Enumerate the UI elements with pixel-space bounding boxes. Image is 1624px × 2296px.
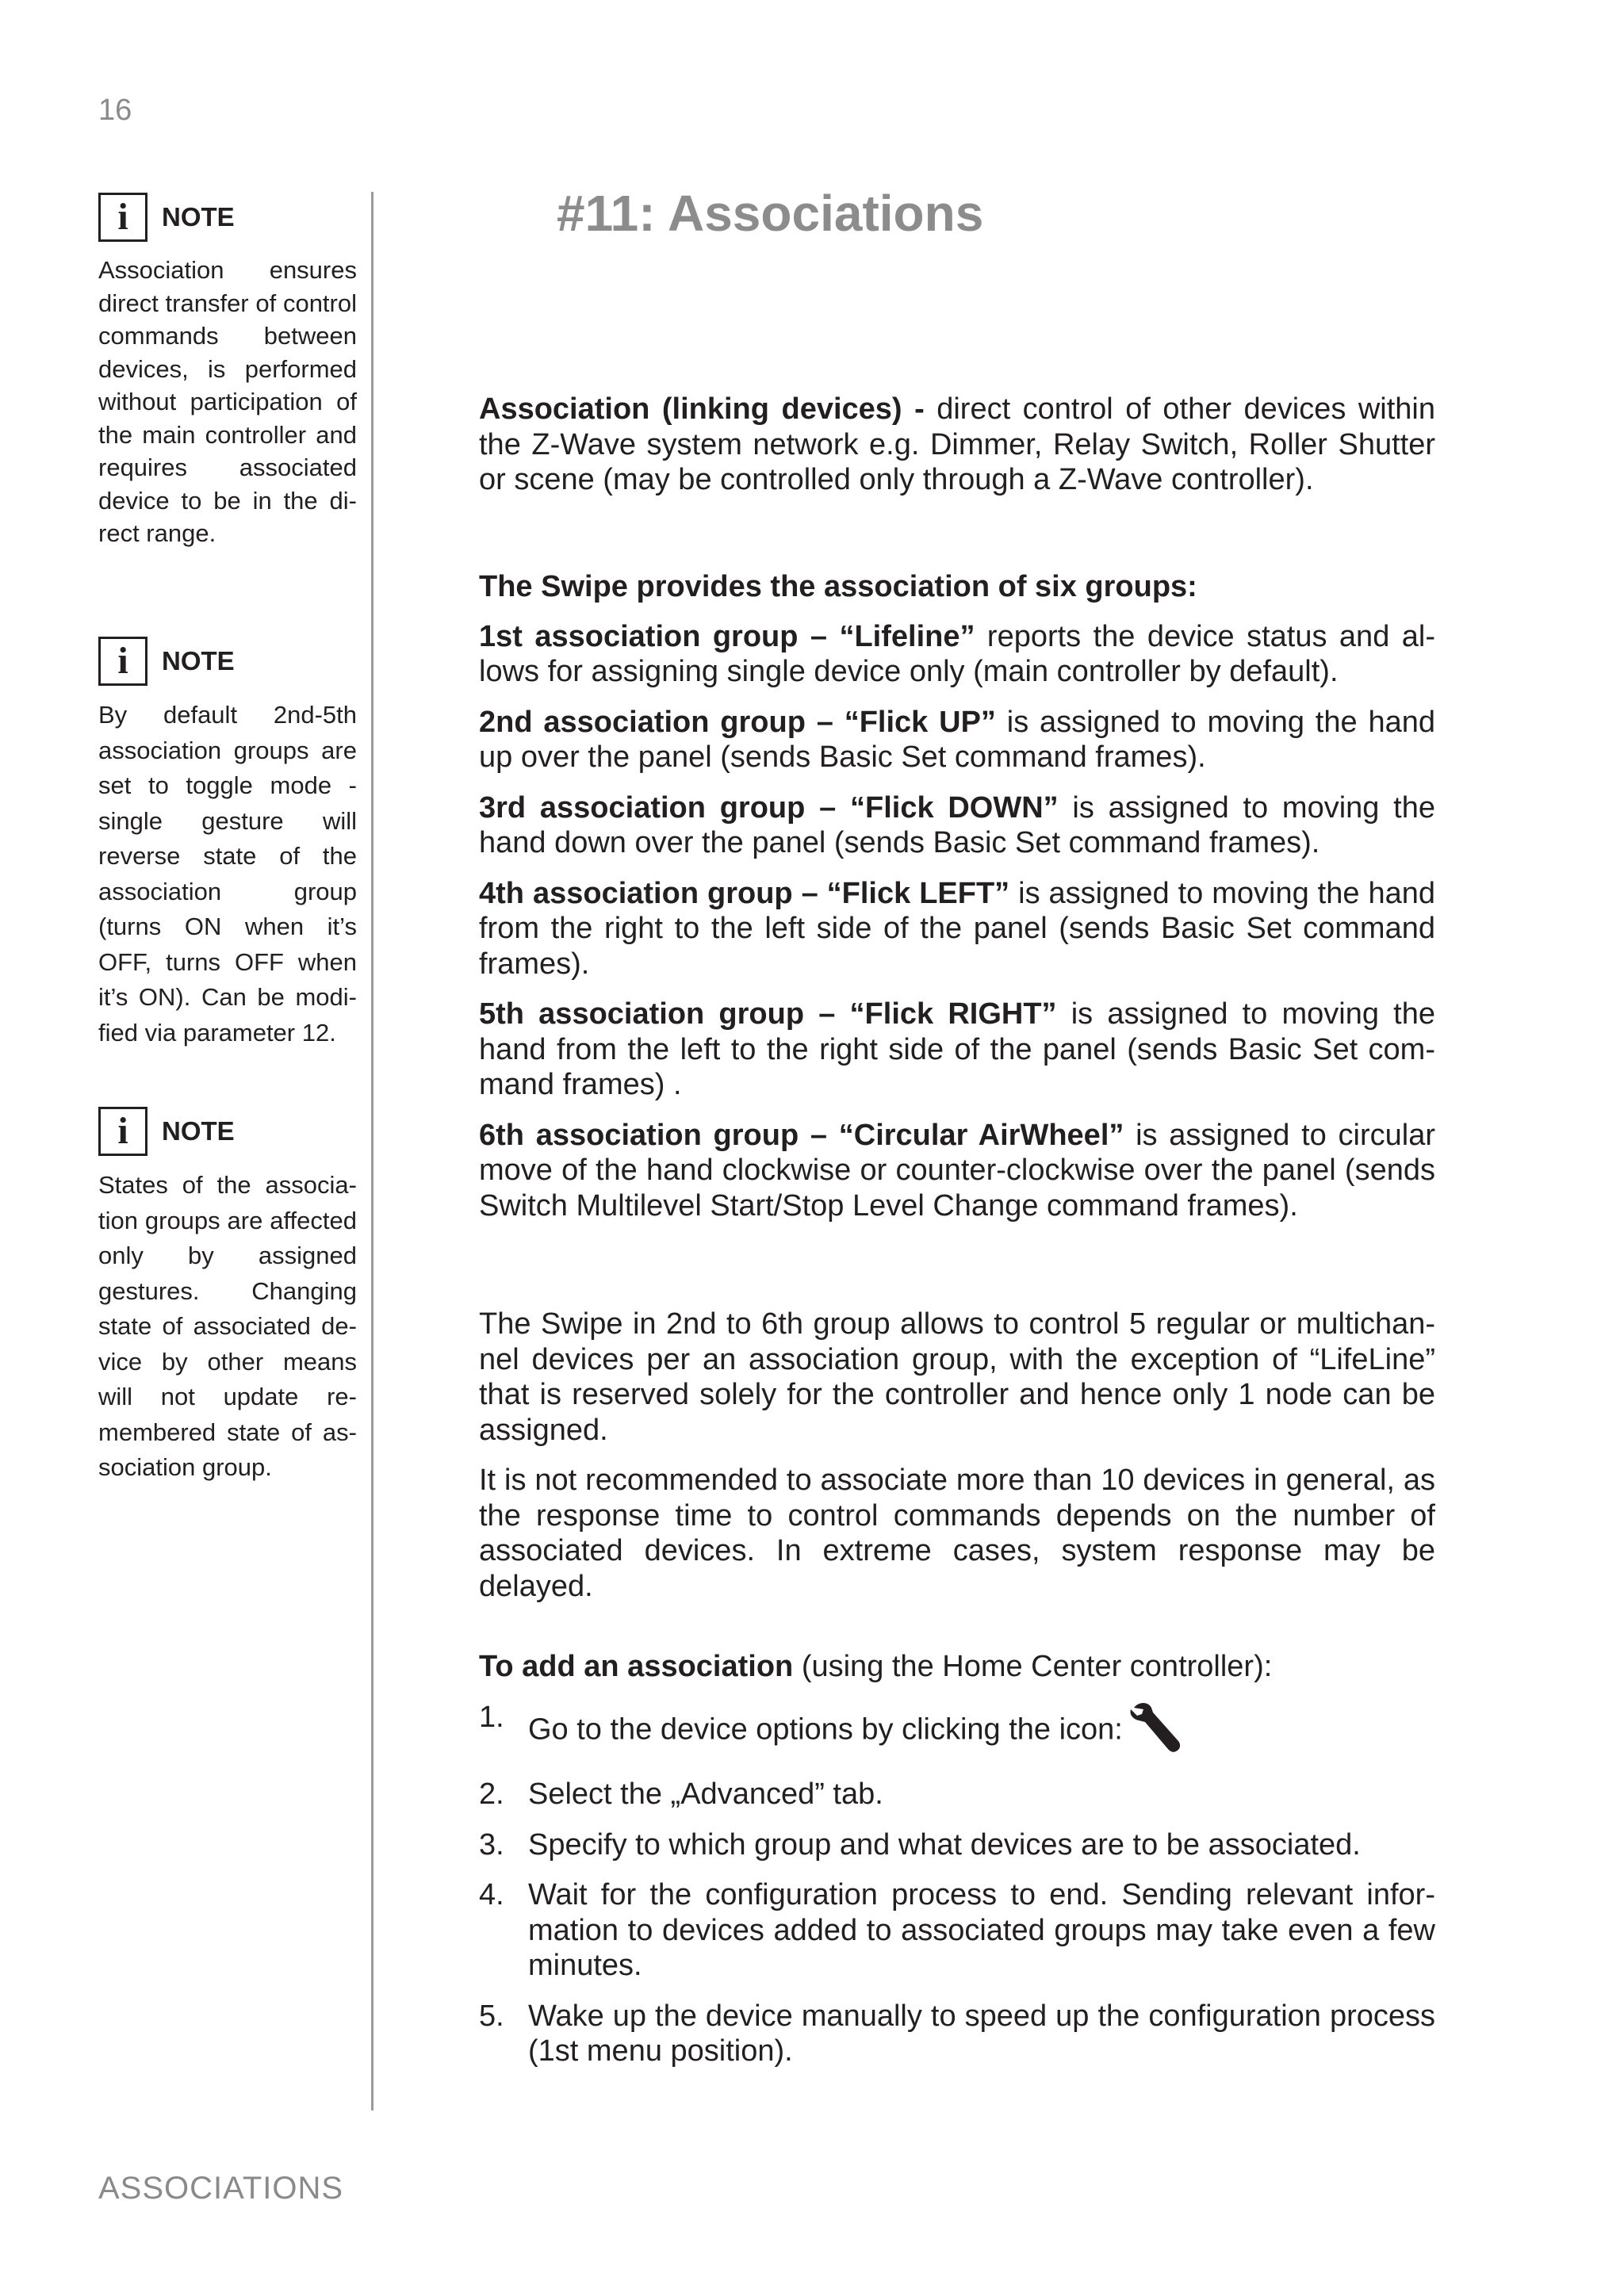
note-box — [98, 190, 357, 550]
group-name: 2nd association group – “Flick UP” — [479, 705, 996, 739]
groups-section — [479, 569, 1435, 1238]
note-header — [98, 634, 357, 688]
step-text: Go to the device options by clicking the icon: — [528, 1712, 1123, 1746]
group-description: is assigned to moving the hand up over the panel (sends Basic Set command frames). — [479, 705, 1435, 774]
intro-paragraph — [479, 392, 1435, 513]
step-number: 5. — [479, 1999, 504, 2033]
group-name: 5th association group – “Flick RIGHT” — [479, 997, 1057, 1031]
wrench-icon — [1128, 1700, 1186, 1762]
group-name: 3rd association group – “Flick DOWN” — [479, 790, 1059, 825]
howto-subheading: (using the Home Center controller): — [793, 1650, 1273, 1683]
step-number: 2. — [479, 1777, 504, 1811]
steps-list — [479, 1700, 1435, 2069]
info-icon: i — [98, 637, 147, 686]
limits-paragraph: It is not recommended to associate more than 10 devices in general, as the response time to control commands depends on the number of associated devices. In extreme cases, system response may be delayed. — [479, 1464, 1435, 1603]
list-item — [479, 1877, 1435, 1984]
note-text: Association ensures direct transfer of control commands between devices, is performed without participation of the main controller and requires associated device to be in the direct range. — [98, 256, 357, 547]
group-item — [479, 1118, 1435, 1224]
group-item — [479, 790, 1435, 861]
group-item — [479, 876, 1435, 982]
group-description: is assigned to moving the hand from the right to the left side of the panel (sends Basic Set command frames). — [479, 876, 1435, 981]
list-item — [479, 1700, 1435, 1762]
note-header — [98, 1104, 357, 1158]
intro-definition: direct control of other devices within the Z-Wave system network e.g. Dimmer, Relay Switch, Roller Shutter or scene (may be controlled only through a Z-Wave controller). — [479, 392, 1436, 496]
howto-section — [479, 1649, 1435, 2084]
page-number: 16 — [98, 94, 132, 127]
note-title: NOTE — [162, 202, 235, 232]
note-box — [98, 634, 357, 1050]
group-description: is assigned to moving the hand down over the panel (sends Basic Set command frames). — [479, 790, 1435, 859]
step-number: 4. — [479, 1878, 504, 1911]
step-text: Specify to which group and what devices are to be associated. — [528, 1827, 1361, 1862]
intro-term: Association (linking devices) - — [479, 392, 925, 426]
note-box — [98, 1104, 357, 1486]
group-name: 1st association group – “Lifeline” — [479, 619, 975, 653]
howto-heading: To add an association — [479, 1650, 794, 1683]
note-text: States of the association groups are affected only by assigned gestures. Changing state of associated device by other means will not update remembered state of association group. — [98, 1171, 357, 1481]
groups-heading: The Swipe provides the association of six groups: — [479, 570, 1197, 603]
list-item — [479, 1777, 1435, 1812]
group-description: is assigned to moving the hand from the left to the right side of the panel (sends Basic Set command frames) . — [479, 997, 1435, 1101]
group-item — [479, 705, 1435, 775]
page-title: #11: Associations — [557, 185, 984, 242]
group-item — [479, 619, 1435, 690]
step-text: Wake up the device manually to speed up the configuration process (1st menu position). — [528, 1999, 1435, 2068]
info-icon: i — [98, 193, 147, 242]
step-text: Wait for the configuration process to end. Sending relevant information to devices added to associated groups may take even a few minutes. — [528, 1878, 1435, 1982]
note-title: NOTE — [162, 1116, 235, 1146]
info-icon: i — [98, 1107, 147, 1156]
group-item — [479, 997, 1435, 1103]
group-description: is assigned to circular move of the hand clockwise or counter-clockwise over the panel (sends Switch Multilevel Start/Stop Level Change command frames). — [479, 1118, 1436, 1223]
step-number: 3. — [479, 1827, 504, 1862]
note-text: By default 2nd-5th association groups are set to toggle mode - single gesture will reverse state of the association group (turns ON when it’s OFF, turns OFF when it’s ON). Can be modified via parameter 12. — [98, 701, 357, 1047]
step-number: 1. — [479, 1700, 504, 1734]
group-name: 4th association group – “Flick LEFT” — [479, 876, 1010, 910]
group-description: reports the device status and allows for assigning single device only (main controller by default). — [479, 619, 1435, 688]
column-divider — [371, 192, 373, 2110]
list-item — [479, 1827, 1435, 1863]
group-name: 6th association group – “Circular AirWheel” — [479, 1118, 1124, 1152]
footer-section-label: ASSOCIATIONS — [98, 2171, 344, 2206]
step-text: Select the „Advanced” tab. — [528, 1777, 883, 1811]
limits-section — [479, 1307, 1435, 1619]
note-header — [98, 190, 357, 244]
list-item — [479, 1999, 1435, 2069]
limits-paragraph: The Swipe in 2nd to 6th group allows to control 5 regular or multichannel devices per an association group, with the exception of “LifeLine” that is reserved solely for the controller and hence only 1 node can be assigned. — [479, 1307, 1435, 1447]
note-title: NOTE — [162, 646, 235, 675]
